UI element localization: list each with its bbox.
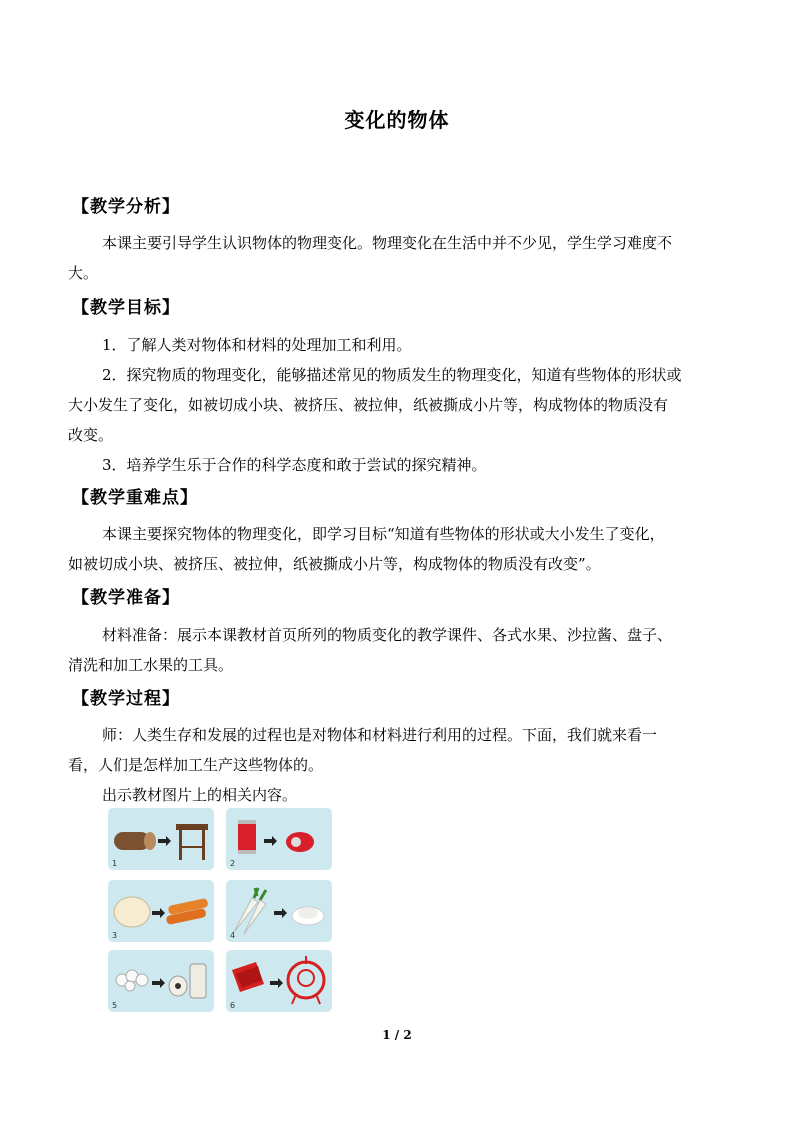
figure-tile-5: [108, 950, 214, 1012]
key-line-2: 如被切成小块、被挤压、被拉伸，纸被撕成小片等，构成物体的物质没有改变”。: [68, 555, 601, 573]
textbook-figure-grid: [108, 808, 336, 1014]
heading-key-points: 【教学重难点】: [72, 488, 198, 508]
figure-label: 1: [112, 859, 118, 868]
figure-tile-4: [226, 880, 332, 942]
page-number: 1 / 2: [382, 1028, 412, 1042]
dough-to-fried-dough-illustration: [108, 880, 214, 942]
figure-tile-3: [108, 880, 214, 942]
analysis-line-1: 本课主要引导学生认识物体的物理变化。物理变化在生活中并不少见，学生学习难度不: [102, 234, 673, 252]
heading-analysis: 【教学分析】: [72, 197, 180, 217]
heading-goals: 【教学目标】: [72, 298, 180, 318]
figure-label: 2: [230, 859, 236, 868]
figure-tile-6: [226, 950, 332, 1012]
process-line-2: 看，人们是怎样加工生产这些物体的。: [68, 756, 324, 774]
process-line-3: 出示教材图片上的相关内容。: [102, 786, 298, 804]
process-line-1: 师：人类生存和发展的过程也是对物体和材料进行利用的过程。下面，我们就来看一: [102, 726, 658, 744]
figure-label: 3: [112, 931, 118, 940]
radish-to-shredded-radish-illustration: [226, 880, 332, 942]
prep-line-1: 材料准备：展示本课教材首页所列的物质变化的教学课件、各式水果、沙拉酱、盘子、: [102, 626, 673, 644]
goal-item-2-line-1: 2．探究物质的物理变化，能够描述常见的物质发生的物理变化，知道有些物体的形状或: [102, 366, 682, 384]
figure-label: 4: [230, 931, 236, 940]
cotton-to-thread-illustration: [108, 950, 214, 1012]
goal-item-2-line-2: 大小发生了变化，如被切成小块、被挤压、被拉伸，纸被撕成小片等，构成物体的物质没有: [68, 396, 669, 414]
key-line-1: 本课主要探究物体的物理变化，即学习目标“知道有些物体的形状或大小发生了变化，: [102, 525, 665, 543]
can-to-crushed-can-illustration: [226, 808, 332, 870]
figure-tile-2: [226, 808, 332, 870]
paper-to-papercut-illustration: [226, 950, 332, 1012]
prep-line-2: 清洗和加工水果的工具。: [68, 656, 234, 674]
heading-preparation: 【教学准备】: [72, 588, 180, 608]
figure-label: 6: [230, 1001, 236, 1010]
heading-process: 【教学过程】: [72, 689, 180, 709]
analysis-line-2: 大。: [68, 264, 99, 282]
log-to-table-illustration: [108, 808, 214, 870]
figure-label: 5: [112, 1001, 118, 1010]
goal-item-1: 1．了解人类对物体和材料的处理加工和利用。: [102, 336, 412, 354]
figure-tile-1: [108, 808, 214, 870]
goal-item-3: 3．培养学生乐于合作的科学态度和敢于尝试的探究精神。: [102, 456, 487, 474]
goal-item-2-line-3: 改变。: [68, 426, 114, 444]
page-title: 变化的物体: [344, 108, 450, 132]
